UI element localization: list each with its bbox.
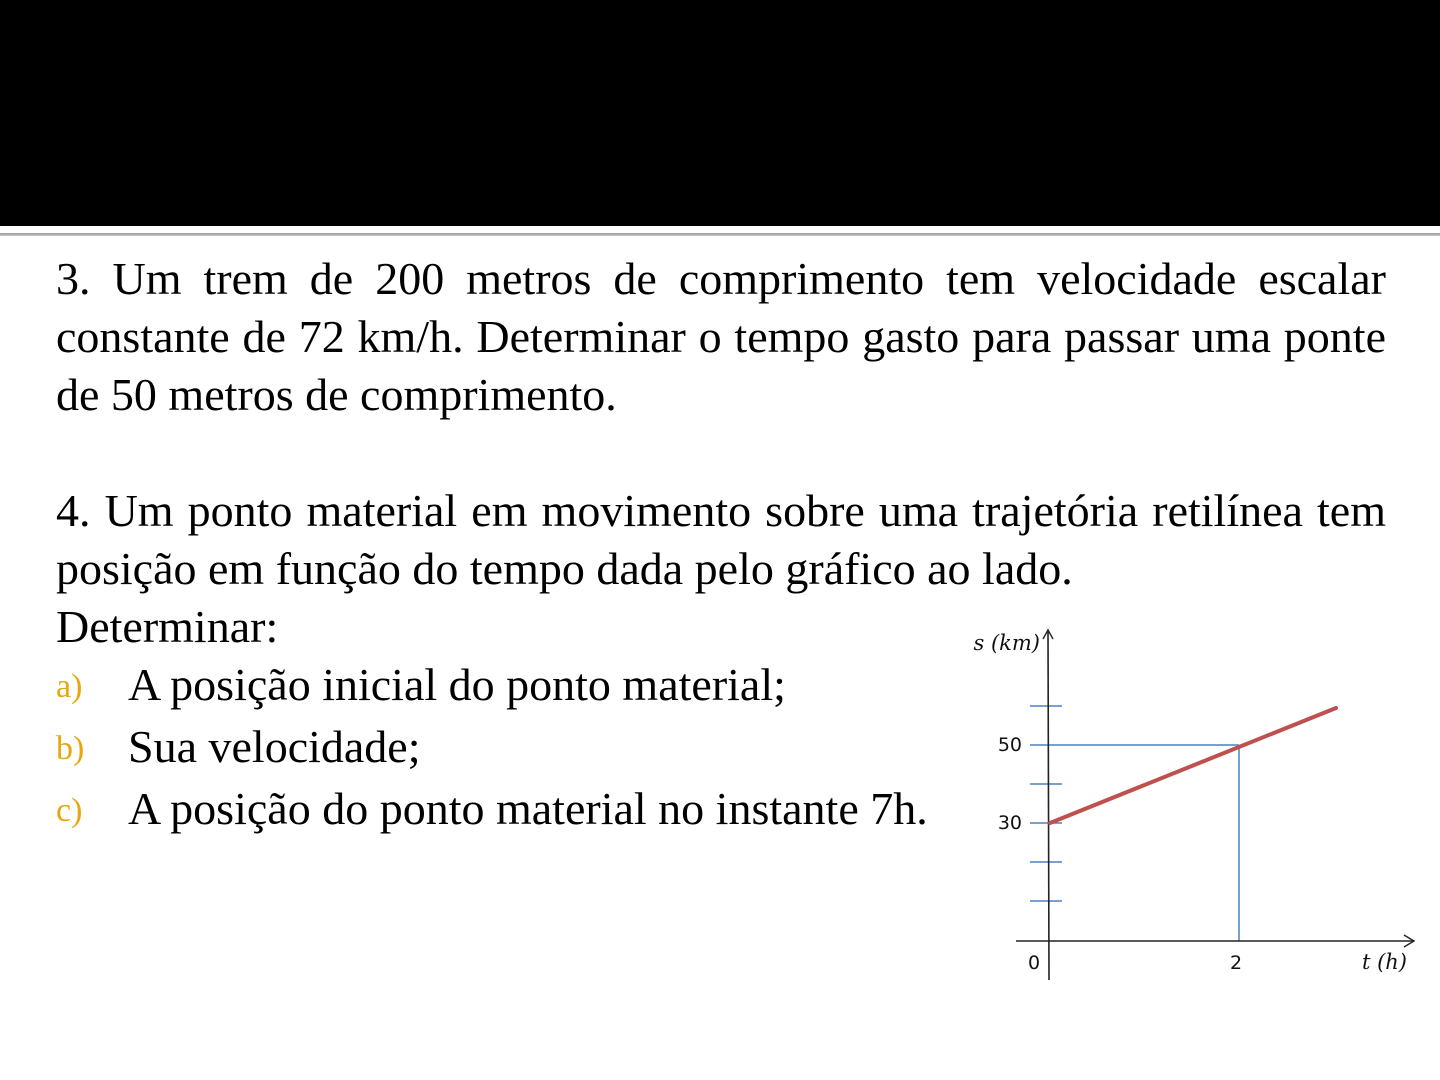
list-item [56,718,928,780]
list-marker: a) [56,668,83,705]
list-item-text: Sua velocidade; [128,721,421,772]
question-4-items [56,656,928,842]
list-item-text: A posição do ponto material no instante 7h. [128,783,928,834]
question-3-text: 3. Um trem de 200 metros de comprimento tem velocidade escalar constante de 72 km/h. Determinar o tempo gasto para passar uma ponte de 50 metros de comprimento. [56,253,1386,420]
x-axis-arrow-icon [1404,935,1414,947]
x-axis-title: t (h) [1361,950,1407,974]
question-4-prompt: Determinar: [56,601,279,652]
series-line [1050,708,1336,823]
list-item [56,656,928,718]
list-item-text: A posição inicial do ponto material; [128,659,786,710]
title-divider [0,233,1440,236]
x-tick-label-0: 0 [1027,952,1041,974]
x-tick-label-2: 2 [1229,952,1243,974]
list-marker: b) [56,730,85,767]
list-marker: c) [56,792,83,829]
list-item [56,780,928,842]
y-axis-title: s (km) [973,631,1040,655]
y-axis [1048,630,1049,980]
y-axis-arrow-icon [1043,630,1053,639]
title-bar [0,0,1440,226]
y-tick-label-50: 50 [997,734,1022,756]
question-4-text: 4. Um ponto material em movimento sobre uma trajetória retilínea tem posição em função do tempo dada pelo gráfico ao lado. [56,485,1386,594]
y-tick-label-30: 30 [997,812,1022,834]
